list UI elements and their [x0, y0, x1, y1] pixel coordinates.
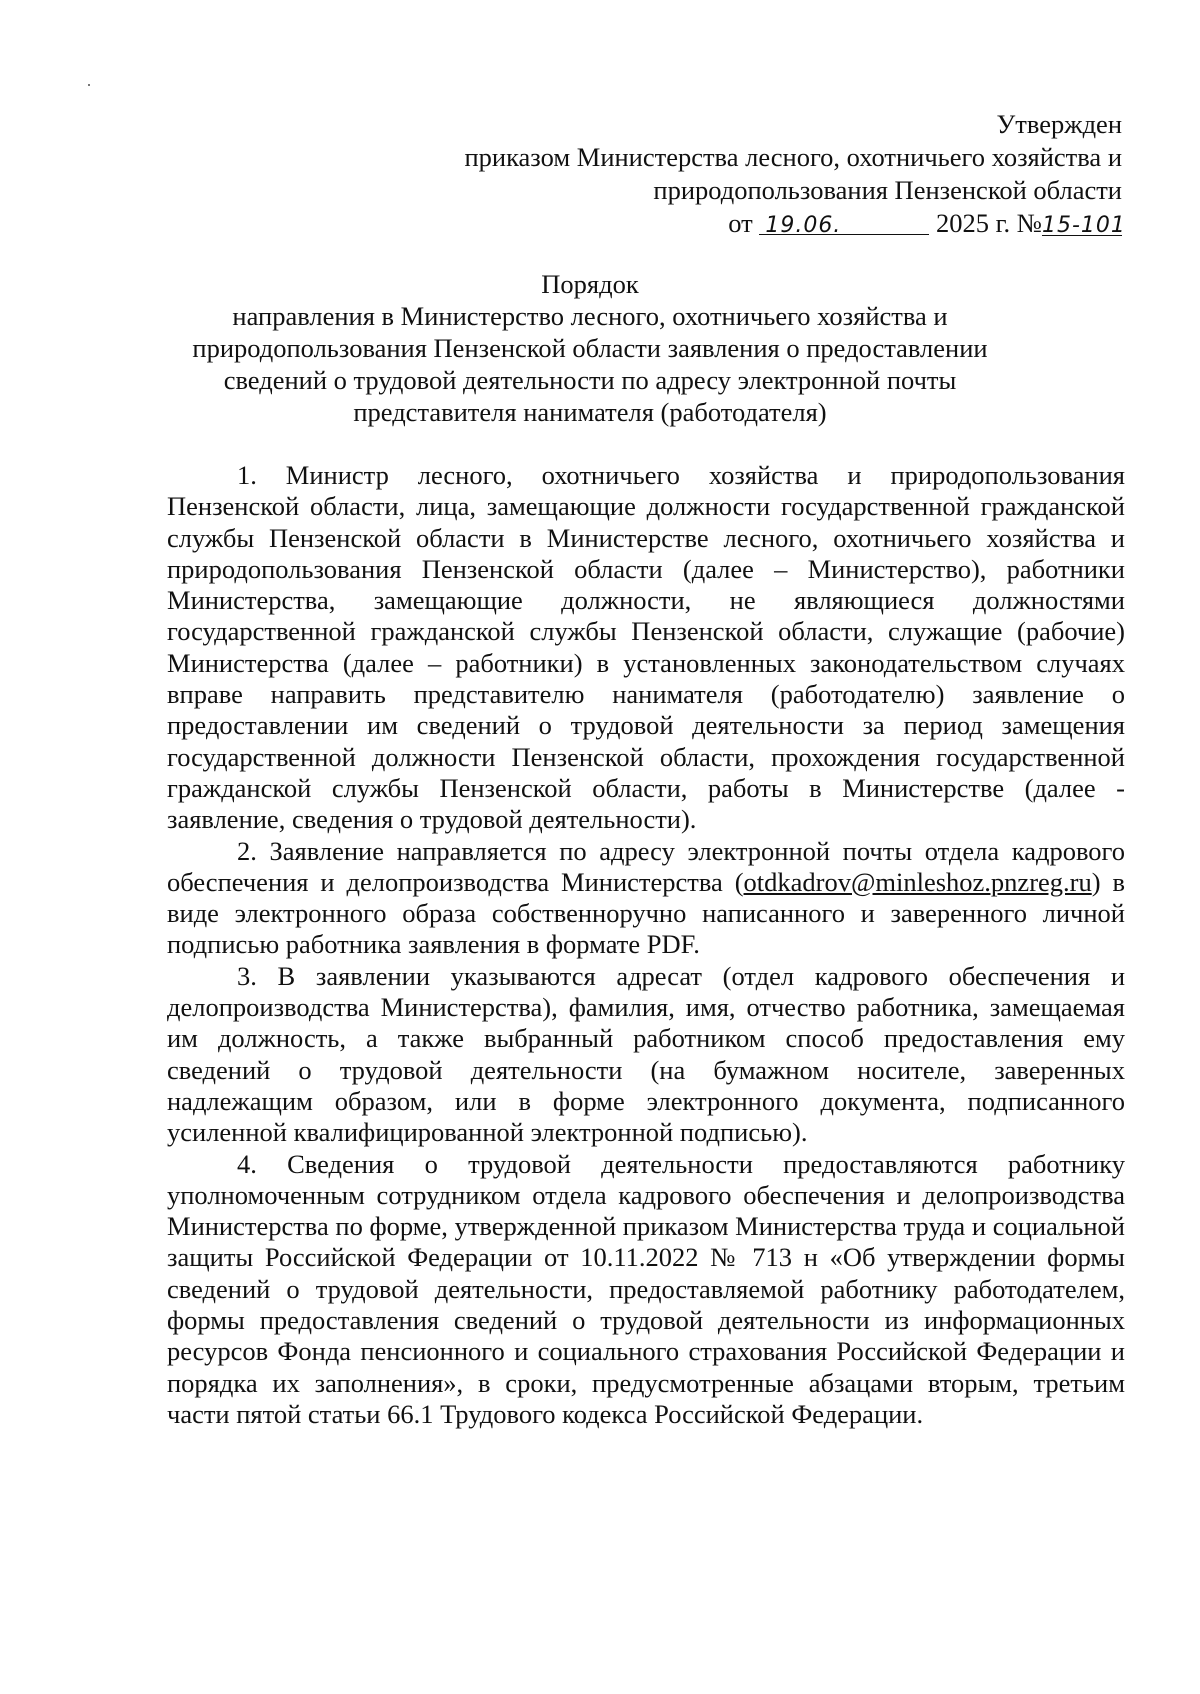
- approval-line-2: приказом Министерства лесного, охотничьего хозяйства и: [464, 142, 1122, 172]
- number-field: [1042, 207, 1126, 238]
- approval-line-1: Утвержден: [996, 109, 1122, 139]
- handwritten-date: 19.06.: [765, 213, 842, 238]
- date-field: [759, 207, 929, 238]
- title-line-4: сведений о трудовой деятельности по адресу электронной почты: [223, 365, 957, 395]
- paragraph-2-start: 2. Заявление направляется по адресу электронной почты отдела кадрового обеспечения и делопроизводства Министерства (: [167, 835, 1125, 897]
- scan-speck: [88, 84, 90, 86]
- paragraph-1: 1. Министр лесного, охотничьего хозяйства и природопользования Пензенской области, лица, замещающие должности государственной гражданской службы Пензенской области в Министерстве лесного, охотничьего хозяйства и природопользования Пензенской области (далее – Министерство), работники Министерства, замещающие должности, не являющиеся должностями государственной гражданской службы Пензенской области, служащие (рабочие) Министерства (далее – работники) в установленных законодательством случаях вправе направить представителю нанимателя (работодателю) заявление о предоставлении им сведений о трудовой деятельности за период замещения государственной должности Пензенской области, прохождения государственной гражданской службы Пензенской области, работы в Министерстве (далее - заявление, сведения о трудовой деятельности).: [167, 460, 1125, 835]
- handwritten-number: 15-101: [1042, 213, 1126, 238]
- approval-date-line: [464, 207, 1126, 240]
- title-line-1: Порядок: [541, 269, 639, 299]
- year-text: 2025 г. №: [935, 208, 1042, 238]
- title-line-5: представителя нанимателя (работодателя): [353, 397, 827, 427]
- approval-block: [464, 108, 1126, 240]
- email-link[interactable]: otdkadrov@minleshoz.pnzreg.ru: [743, 866, 1092, 897]
- paragraph-3: 3. В заявлении указываются адресат (отдел кадрового обеспечения и делопроизводства Министерства), фамилия, имя, отчество работника, замещаемая им должность, а также выбранный работником способ предоставления ему сведений о трудовой деятельности (на бумажном носителе, заверенных надлежащим образом, или в форме электронного документа, подписанного усиленной квалифицированной электронной подписью).: [167, 960, 1125, 1148]
- date-prefix: от: [728, 208, 753, 238]
- document-body: [167, 460, 1125, 1430]
- title-line-2: направления в Министерство лесного, охотничьего хозяйства и: [232, 301, 948, 331]
- document-title: [150, 268, 1030, 428]
- paragraph-2: [167, 836, 1125, 961]
- title-line-3: природопользования Пензенской области заявления о предоставлении: [192, 333, 988, 363]
- approval-line-3: природопользования Пензенской области: [653, 175, 1122, 205]
- paragraph-2-end: ) в виде электронного образа собственноручно написанного и заверенного личной подписью работника заявления в формате PDF.: [167, 866, 1125, 960]
- paragraph-4: 4. Сведения о трудовой деятельности предоставляются работнику уполномоченным сотрудником отдела кадрового обеспечения и делопроизводства Министерства по форме, утвержденной приказом Министерства труда и социальной защиты Российской Федерации от 10.11.2022 № 713 н «Об утверждении формы сведений о трудовой деятельности, предоставляемой работнику работодателем, формы предоставления сведений о трудовой деятельности из информационных ресурсов Фонда пенсионного и социального страхования Российской Федерации и порядка их заполнения», в сроки, предусмотренные абзацами вторым, третьим части пятой статьи 66.1 Трудового кодекса Российской Федерации.: [167, 1148, 1125, 1429]
